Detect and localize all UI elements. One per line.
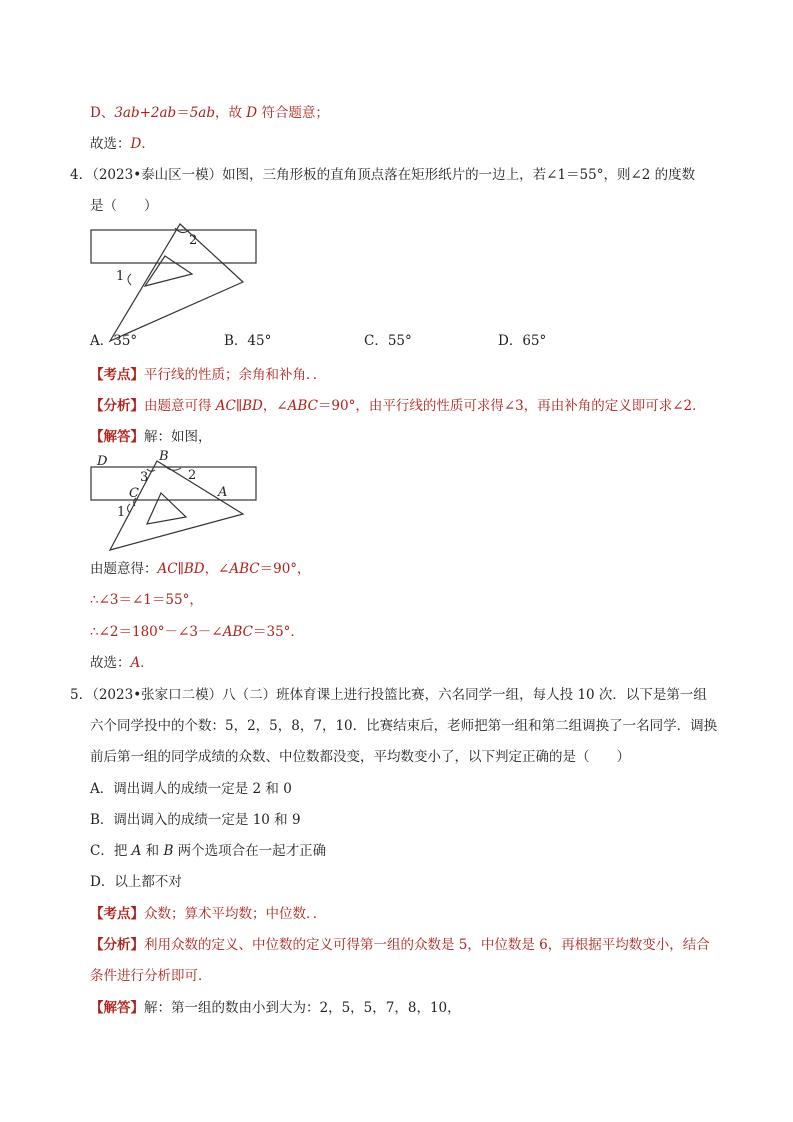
angle1-label-solution: 1 <box>117 505 126 520</box>
answer-value: A <box>130 655 141 671</box>
q5-option-b[interactable]: B．调出调入的成绩一定是 10 和 9 <box>90 812 301 828</box>
q4-stem-line2: 是（ ） <box>90 198 158 214</box>
q4-option-d[interactable]: D．65° <box>498 333 547 349</box>
q4-option-c[interactable]: C．55° <box>364 333 412 349</box>
kaodian-tag: 【考点】 <box>90 906 144 922</box>
option-letter: D <box>246 105 258 121</box>
q4-option-b[interactable]: B．45° <box>224 333 272 349</box>
triangle-outer-solution <box>110 461 243 550</box>
angle2-label-solution: 2 <box>188 468 197 483</box>
q4-step1 <box>90 560 311 578</box>
option-d-prefix: D、 <box>90 105 115 121</box>
step3-angle-name: ABC <box>222 624 253 640</box>
q5-fenxi-line2: 条件进行分析即可． <box>90 968 212 984</box>
fenxi-text-2: ，∠ <box>262 398 288 414</box>
kaodian-text: 众数；算术平均数；中位数．． <box>144 906 327 922</box>
q4-kaodian <box>90 366 326 384</box>
jieda-text: 解：如图， <box>144 429 212 445</box>
option-c-ref-a: A <box>131 843 142 859</box>
step1-text: 由题意得： <box>90 561 158 577</box>
jieda-tag: 【解答】 <box>90 429 144 445</box>
angle2-label: 2 <box>189 233 198 248</box>
q5-stem-line2: 六个同学投中的个数：5，2，5，8，7，10．比赛结束后，老师把第一组和第二组调换了一名同学．调换 <box>90 718 718 734</box>
conclusion-text: 符合题意； <box>257 105 329 121</box>
fenxi-tag: 【分析】 <box>90 398 144 414</box>
fenxi-tag: 【分析】 <box>90 937 144 953</box>
option-d-explanation <box>90 104 329 122</box>
q5-kaodian <box>90 905 326 923</box>
q5-stem-line1: 5．（2023•张家口二模）八（二）班体育课上进行投篮比赛，六名同学一组，每人投 10 次．以下是第一组 <box>70 687 707 703</box>
q4-step2: ∴∠3＝∠1＝55°， <box>90 592 203 608</box>
fenxi-text-1: 利用众数的定义、中位数的定义可得第一组的众数是 5，中位数是 6，再根据平均数变小，结合 <box>144 937 710 953</box>
expr-left: 3ab+2ab <box>114 105 177 121</box>
step1-angle-symbol: ，∠ <box>204 561 230 577</box>
point-c-label: C <box>129 486 139 501</box>
jieda-text: 解：第一组的数由小到大为：2，5，5，7，8，10， <box>144 1000 461 1016</box>
fenxi-angle-name: ABC <box>287 398 318 414</box>
fenxi-text-1: 由题意可得 <box>144 398 216 414</box>
q5-stem-line3: 前后第一组的同学成绩的众数、中位数都没变，平均数变小了，以下判定正确的是（ ） <box>90 749 630 765</box>
step3-text: ∴∠2＝180°－∠3－∠ <box>90 624 223 640</box>
q4-jieda <box>90 428 212 446</box>
point-d-label: D <box>97 454 108 469</box>
q5-fenxi-line1 <box>90 936 710 954</box>
fenxi-parallel: AC∥BD <box>215 398 263 414</box>
answer-label: 故选： <box>90 655 131 671</box>
q5-option-a[interactable]: A．调出调人的成绩一定是 2 和 0 <box>90 781 292 797</box>
q4-answer <box>90 654 154 672</box>
angle1-label: 1 <box>116 269 125 284</box>
angle3-label: 3 <box>140 470 149 485</box>
q5-option-c[interactable] <box>90 842 326 860</box>
q4-solution-figure <box>85 446 265 556</box>
option-c-text-1: C．把 <box>90 843 132 859</box>
point-b-label: B <box>159 449 169 464</box>
answer-value: D <box>130 136 142 152</box>
triangle-inner-solution <box>147 493 186 524</box>
option-c-ref-b: B <box>163 843 174 859</box>
answer-label: 故选： <box>90 136 131 152</box>
angle1-arc <box>128 274 131 285</box>
expr-right: 5ab <box>189 105 215 121</box>
answer-line-q3 <box>90 135 155 153</box>
connector-text: ，故 <box>214 105 247 121</box>
q4-stem-line1: 4．（2023•泰山区一模）如图，三角形板的直角顶点落在矩形纸片的一边上，若∠1＝55°，则∠2 的度数 <box>70 167 696 183</box>
option-c-text-2: 和 <box>141 843 164 859</box>
jieda-tag: 【解答】 <box>90 1000 144 1016</box>
equals-sign: ＝ <box>176 105 190 121</box>
step1-value: ＝90°， <box>259 561 311 577</box>
rectangle-paper-solution <box>91 467 256 500</box>
q5-jieda <box>90 999 461 1017</box>
kaodian-tag: 【考点】 <box>90 367 144 383</box>
fenxi-text-3: ＝90°，由平行线的性质可求得∠3，再由补角的定义即可求∠2． <box>317 398 706 414</box>
triangle-outer <box>110 224 243 341</box>
q4-figure <box>85 222 265 347</box>
q5-option-d[interactable]: D．以上都不对 <box>90 874 182 890</box>
step1-parallel: AC∥BD <box>157 561 205 577</box>
step1-angle-name: ABC <box>229 561 260 577</box>
kaodian-text: 平行线的性质；余角和补角．． <box>144 367 327 383</box>
step3-result: ＝35°． <box>252 624 304 640</box>
answer-end: ． <box>140 655 154 671</box>
option-c-text-3: 两个选项合在一起才正确 <box>173 843 327 859</box>
q4-step3 <box>90 623 304 641</box>
point-a-label: A <box>218 485 228 500</box>
q4-fenxi <box>90 397 706 415</box>
q4-option-a[interactable]: A．35° <box>90 333 138 349</box>
answer-end: ． <box>141 136 155 152</box>
